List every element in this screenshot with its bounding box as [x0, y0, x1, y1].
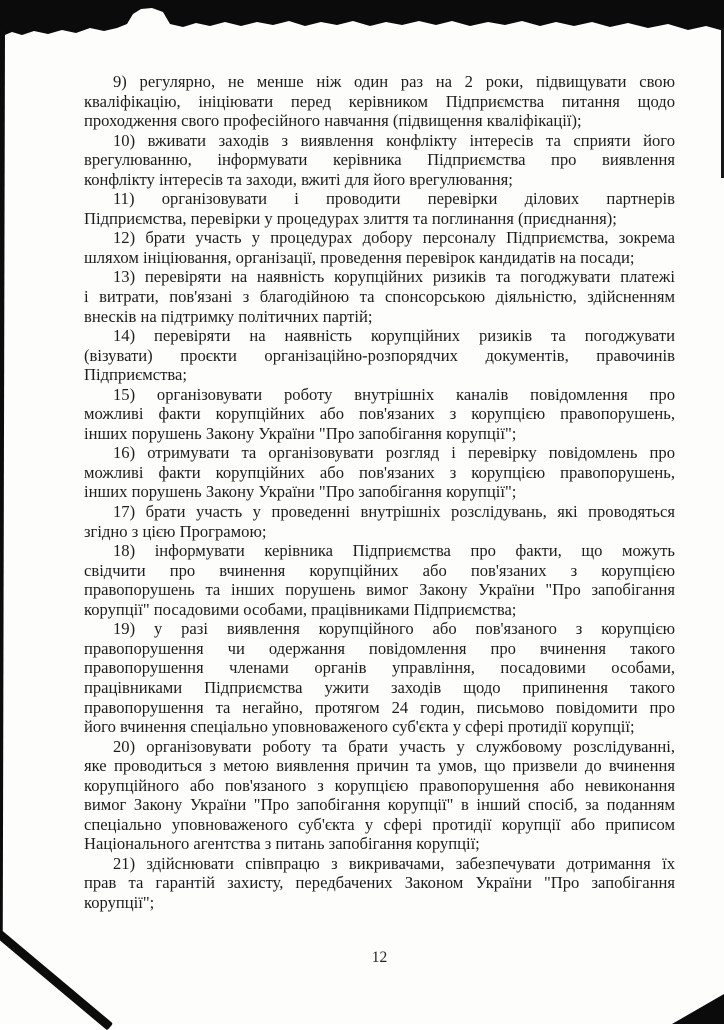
text-line: внесків на підтримку політичних партій;	[84, 306, 373, 326]
text-line: кваліфікацію, ініціювати перед керівником Підприємства питання щодо	[84, 91, 675, 111]
text-line: Підприємства;	[84, 365, 187, 385]
text-line: (візувати) проєкти організаційно-розпорядчих документів, правочинів	[84, 345, 675, 365]
text-line: згідно з цією Програмою;	[84, 521, 267, 541]
text-line: правопорушення та негайно, протягом 24 годин, письмово повідомити про	[84, 697, 675, 717]
text-line: інших порушень Закону України "Про запобігання корупції";	[84, 482, 517, 502]
text-line: корупції";	[84, 892, 155, 912]
text-line: 17) брати участь у проведенні внутрішніх розслідувань, які проводяться	[113, 502, 675, 522]
text-line: шляхом ініціювання, організації, проведення перевірок кандидатів на посади;	[84, 247, 635, 267]
text-line: проходження свого професійного навчання (підвищення кваліфікації);	[84, 111, 582, 131]
text-line: спеціально уповноваженого суб'єкта у сфері протидії корупції або приписом	[84, 814, 675, 834]
text-line: правопорушень та інших порушень вимог Закону України "Про запобігання	[84, 580, 675, 600]
text-line: прав та гарантій захисту, передбачених Законом України "Про запобігання	[84, 873, 675, 893]
text-line: 21) здійснювати співпрацю з викривачами, забезпечувати дотримання їх	[113, 853, 675, 873]
text-line: і витрати, пов'язані з благодійною та спонсорською діяльністю, здійсненням	[84, 287, 675, 307]
text-line: його вчинення спеціально уповноваженого суб'єкта у сфері протидії корупції;	[84, 717, 635, 737]
page-number: 12	[371, 949, 388, 966]
text-line: 11) організовувати і проводити перевірки ділових партнерів	[113, 189, 675, 209]
scan-artifact-bottom-right-corner	[672, 994, 724, 1024]
text-line: 18) інформувати керівника Підприємства про факти, що можуть	[113, 541, 675, 561]
scan-artifact-top-edge	[0, 0, 724, 37]
text-line: 14) перевіряти на наявність корупційних ризиків та погоджувати	[113, 326, 675, 346]
text-line: працівниками Підприємства ужити заходів щодо припинення такого	[84, 677, 675, 697]
text-line: правопорушення членами органів управління, посадовими особами,	[84, 658, 675, 678]
document-body	[84, 72, 675, 913]
text-line: конфлікту інтересів та заходи, вжиті для його врегулювання;	[84, 169, 513, 189]
text-line: вимог Закону України "Про запобігання корупції" в інший спосіб, за поданням	[84, 795, 675, 815]
text-line: корупції" посадовими особами, працівниками Підприємства;	[84, 599, 517, 619]
text-line: корупційного або пов'язаного з корупцією правопорушення або невиконання	[84, 775, 675, 795]
text-line: яке проводиться з метою виявлення причин та умов, що призвели до вчинення	[84, 756, 675, 776]
text-line: 12) брати участь у процедурах добору персоналу Підприємства, зокрема	[113, 228, 675, 248]
text-line: 10) вживати заходів з виявлення конфлікту інтересів та сприяти його	[113, 130, 675, 150]
text-line: 13) перевіряти на наявність корупційних ризиків та погоджувати платежі	[113, 267, 675, 287]
text-line: правопорушення чи одержання повідомлення про вчинення такого	[84, 638, 675, 658]
text-line: Національного агентства з питань запобігання корупції;	[84, 834, 480, 854]
text-line: 16) отримувати та організовувати розгляд і перевірку повідомлень про	[113, 443, 675, 463]
text-line: інших порушень Закону України "Про запобігання корупції";	[84, 423, 517, 443]
text-line: можливі факти корупційних або пов'язаних з корупцією правопорушень,	[84, 404, 675, 424]
text-line: 19) у разі виявлення корупційного або пов'язаного з корупцією	[113, 619, 675, 639]
text-line: Підприємства, перевірки у процедурах злиття та поглинання (приєднання);	[84, 208, 617, 228]
text-line: можливі факти корупційних або пов'язаних з корупцією правопорушень,	[84, 462, 675, 482]
text-line: 9) регулярно, не менше ніж один раз на 2 роки, підвищувати свою	[113, 72, 675, 91]
text-line: 20) організовувати роботу та брати участь у службовому розслідуванні,	[113, 736, 675, 756]
text-line: 15) організовувати роботу внутрішніх каналів повідомлення про	[113, 384, 675, 404]
scan-artifact-left-edge	[0, 30, 5, 932]
text-line: врегулюванню, інформувати керівника Підприємства про виявлення	[84, 150, 675, 170]
text-line: свідчити про вчинення корупційних або пов'язаних з корупцією	[84, 560, 675, 580]
scan-artifact-bottom-left-diagonal	[0, 922, 113, 1030]
